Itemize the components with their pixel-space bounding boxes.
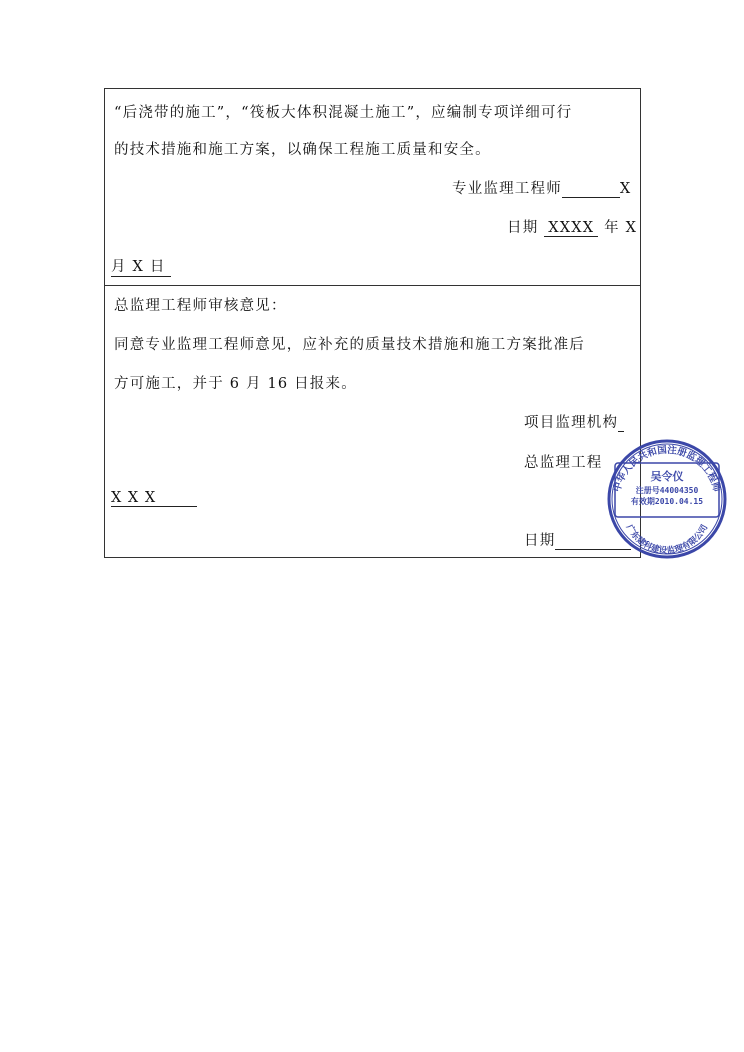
seal-reg-number: 注册号44004350 — [635, 486, 699, 495]
chief-comment-line-2: 方可施工，并于 6 月 16 日报来。 — [114, 376, 357, 392]
date-label: 日期 — [507, 220, 539, 236]
chief-date-label: 日期 — [524, 533, 556, 549]
engineer-label: 专业监理工程师 — [452, 181, 562, 197]
chief-engineer-label: 总监理工程 — [524, 455, 603, 471]
project-org-blank — [618, 416, 624, 432]
seal-name: 吴令仪 — [650, 470, 684, 483]
chief-comment-line-1: 同意专业监理工程师意见，应补充的质量技术措施和施工方案批准后 — [114, 337, 585, 353]
date-month: X — [625, 220, 638, 236]
engineer-signature-blank — [562, 182, 620, 198]
seal-valid-date: 有效期2010.04.15 — [630, 497, 704, 506]
chief-name: X X X — [111, 490, 197, 507]
chief-name-line — [111, 490, 197, 507]
comment-line-2: 的技术措施和施工方案，以确保工程施工质量和安全。 — [114, 142, 491, 158]
date-year: XXXX — [544, 220, 598, 237]
date-line — [507, 216, 637, 237]
seal-ring-text: 中华人民共和国注册监理工程师 — [611, 444, 723, 494]
engineer-seal-stamp — [605, 437, 729, 561]
engineer-signature-trail: X — [619, 181, 632, 197]
seal-company: 广东建科建设监理有限公司 — [623, 523, 711, 557]
comment-line-1: “后浇带的施工”，“筏板大体积混凝土施工”，应编制专项详细可行 — [114, 105, 573, 121]
date-year-unit: 年 — [604, 220, 620, 236]
chief-review-heading: 总监理工程师审核意见： — [114, 298, 287, 314]
date-tail: 月 X 日 — [111, 255, 171, 277]
engineer-signature-line — [452, 177, 631, 198]
date-tail-line — [111, 255, 171, 277]
section-divider — [105, 285, 640, 286]
project-org-line — [524, 411, 624, 432]
project-org-label: 项目监理机构 — [524, 415, 619, 431]
